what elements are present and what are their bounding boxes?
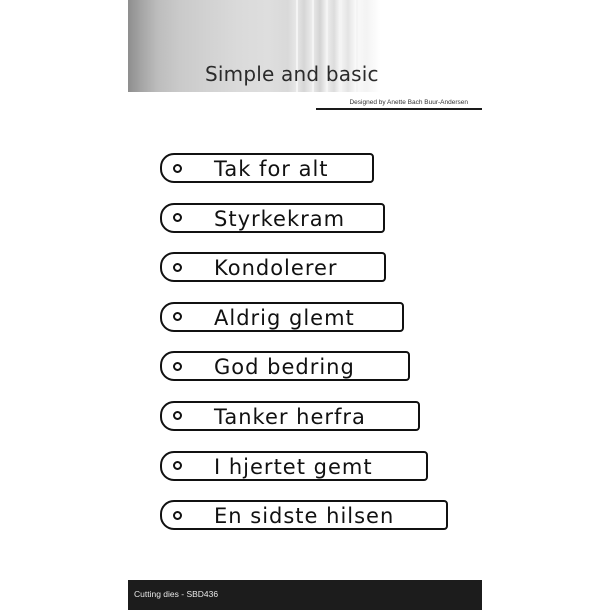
tag-hole-icon — [173, 511, 182, 520]
tag-die — [160, 252, 386, 282]
tag-hole-icon — [173, 263, 182, 272]
tag-die — [160, 153, 374, 183]
tag-hole-icon — [173, 411, 182, 420]
header-rule — [316, 108, 482, 110]
tag-die — [160, 351, 410, 381]
tag-label: Kondolerer — [214, 256, 338, 281]
tag-hole-icon — [173, 164, 182, 173]
tag-label: Styrkekram — [214, 206, 346, 231]
footer-bar — [128, 580, 482, 610]
tag-die — [160, 302, 404, 332]
tag-hole-icon — [173, 461, 182, 470]
tag-list — [160, 153, 448, 550]
tag-hole-icon — [173, 362, 182, 371]
tag-label: God bedring — [214, 355, 355, 380]
tag-die — [160, 451, 428, 481]
tag-die — [160, 401, 420, 431]
tag-label: En sidste hilsen — [214, 504, 395, 529]
tag-die — [160, 203, 385, 233]
tag-label: I hjertet gemt — [214, 454, 373, 479]
brand-title: Simple and basic — [205, 62, 379, 86]
packaging-card — [128, 0, 482, 610]
tag-hole-icon — [173, 312, 182, 321]
product-code: Cutting dies - SBD436 — [134, 589, 219, 599]
designer-credit: Designed by Anette Bach Buur-Andersen — [349, 99, 468, 106]
tag-label: Tak for alt — [214, 157, 329, 181]
tag-hole-icon — [173, 213, 182, 222]
tag-die — [160, 500, 448, 530]
tag-label: Aldrig glemt — [214, 305, 355, 330]
tag-label: Tanker herfra — [214, 404, 366, 429]
